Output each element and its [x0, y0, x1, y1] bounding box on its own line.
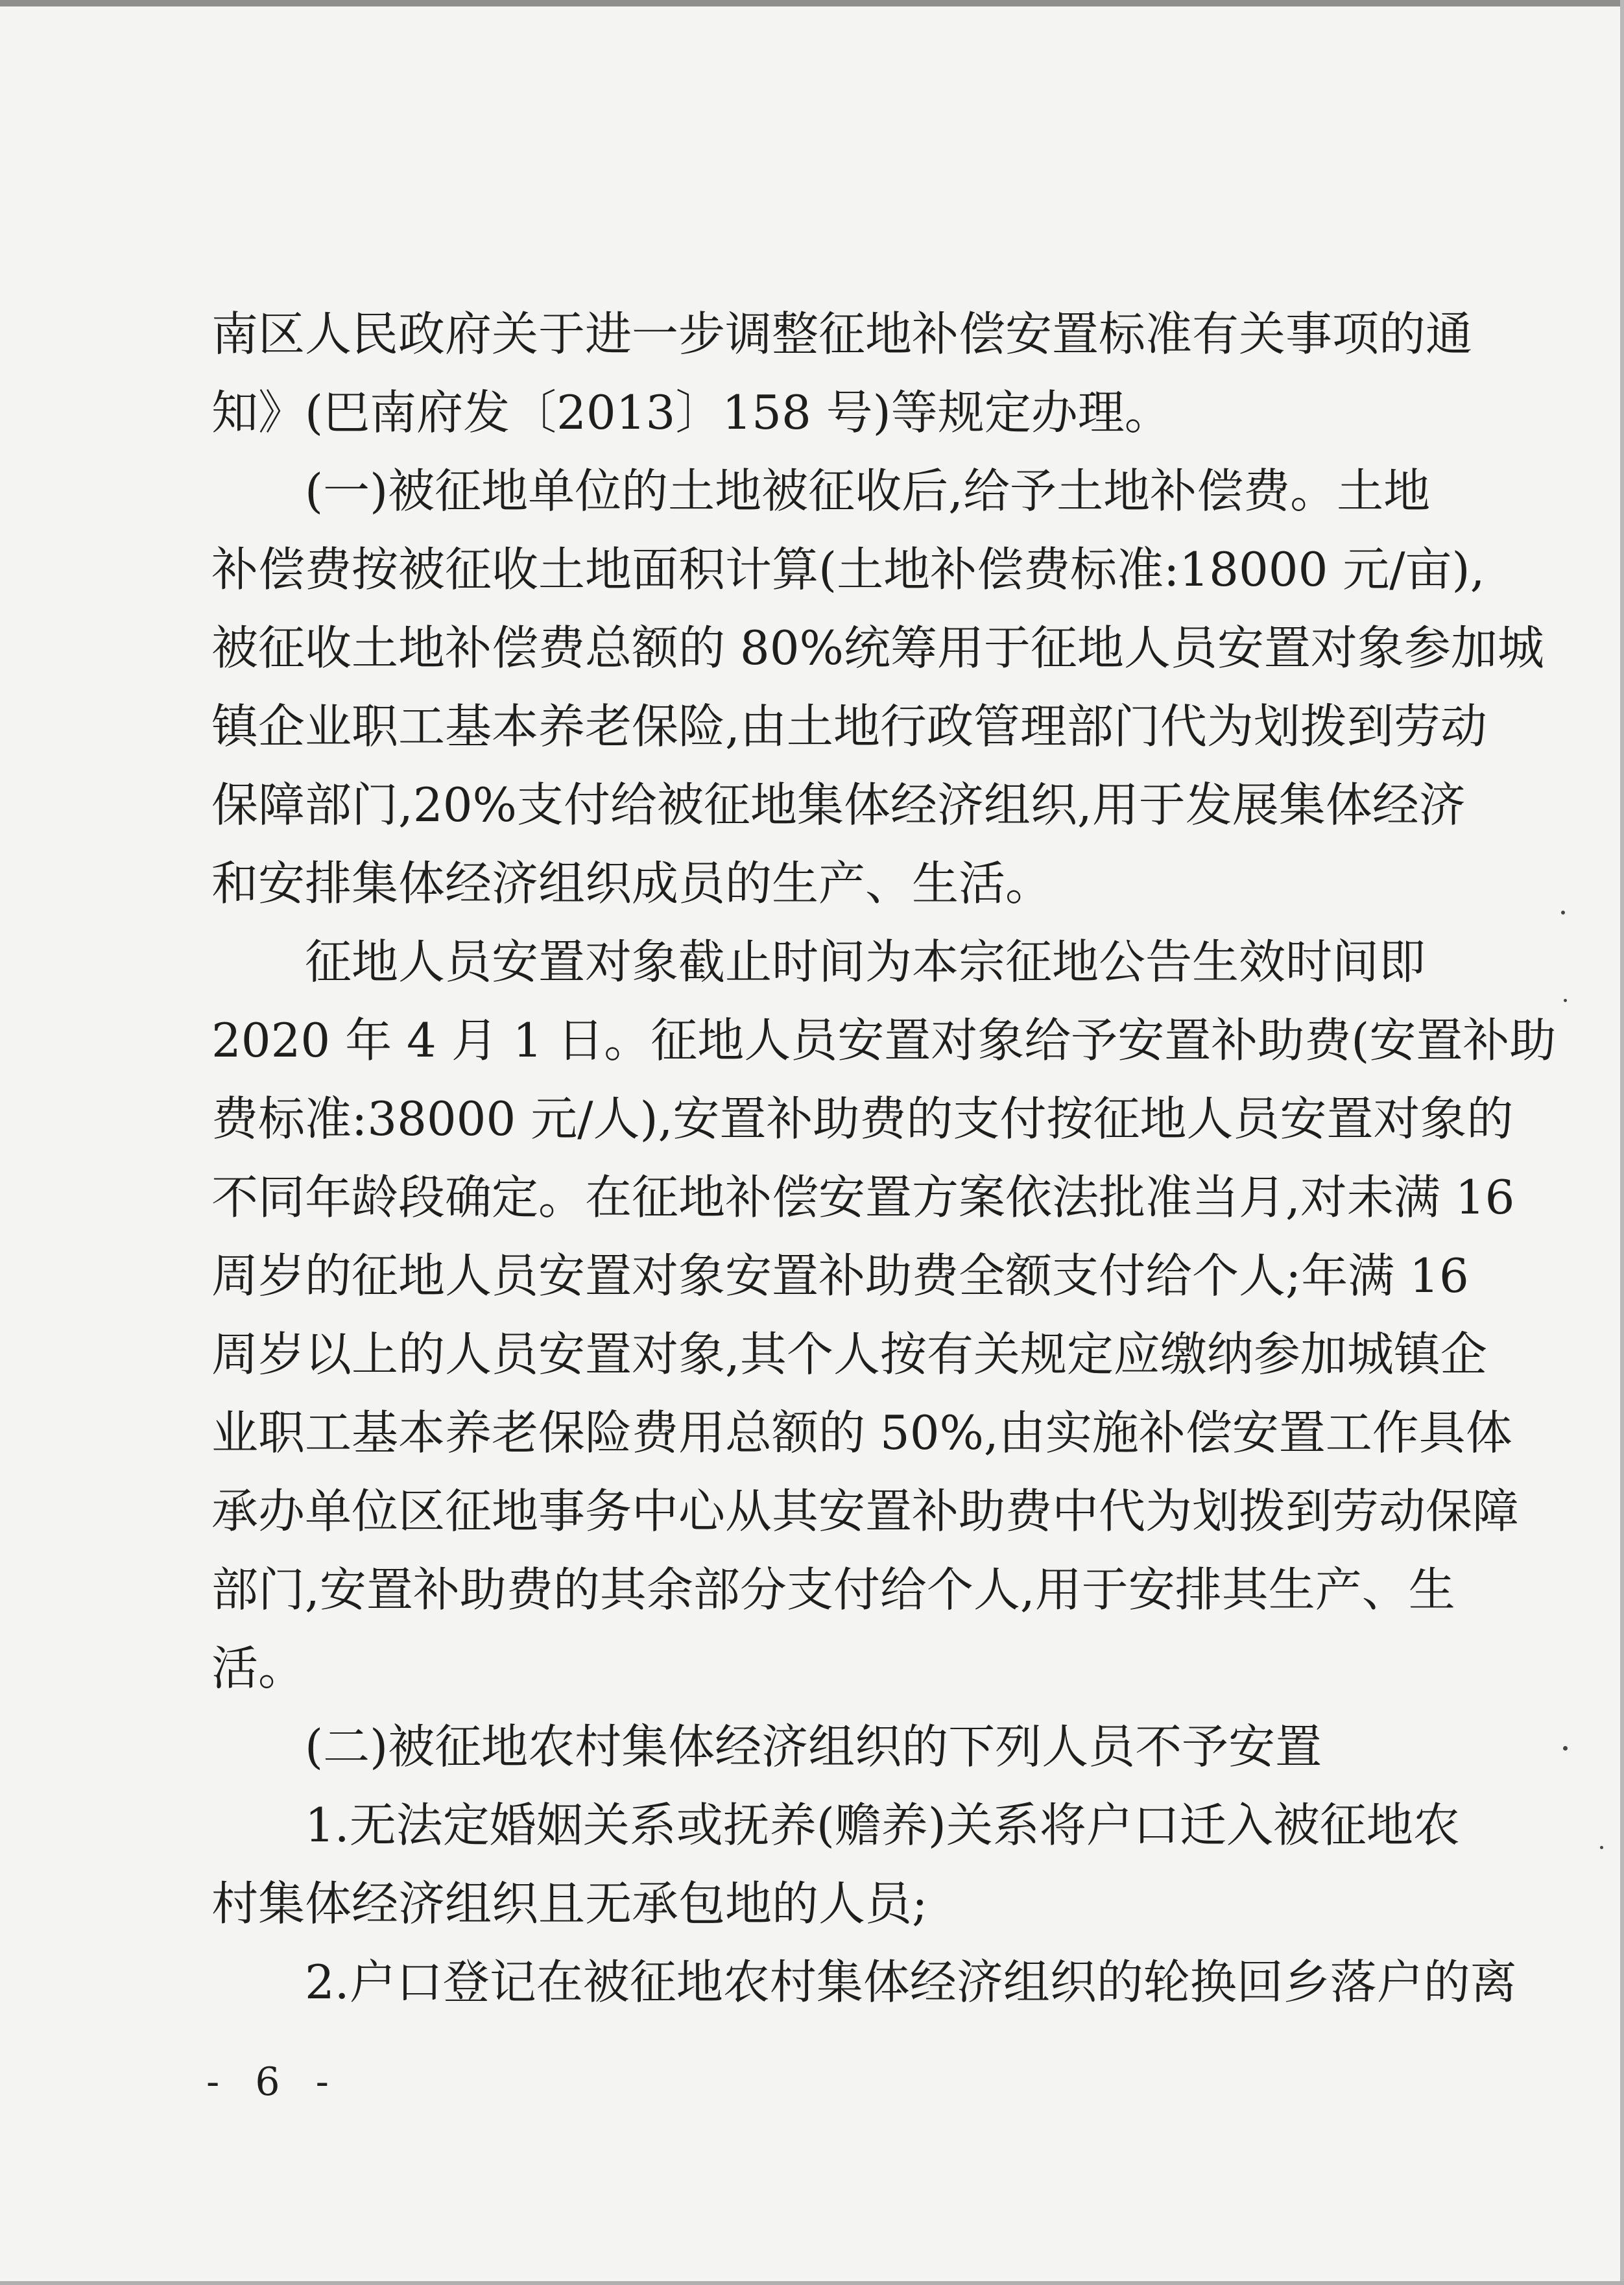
text-line: 活。: [211, 1641, 305, 1695]
list-item-line: 1.无法定婚姻关系或抚养(赡养)关系将户口迁入被征地农: [305, 1798, 1460, 1852]
text-line: 周岁以上的人员安置对象,其个人按有关规定应缴纳参加城镇企: [211, 1327, 1487, 1382]
text-line: 被征收土地补偿费总额的 80%统筹用于征地人员安置对象参加城: [211, 621, 1544, 675]
text-line: 部门,安置补助费的其余部分支付给个人,用于安排其生产、生: [211, 1562, 1455, 1617]
page-number: - 6 -: [206, 2059, 340, 2105]
scan-speck: [1561, 911, 1565, 915]
scan-border-top: [0, 0, 1624, 6]
text-line: 知》(巴南府发〔2013〕158 号)等规定办理。: [211, 385, 1171, 440]
scan-speck: [1600, 1846, 1603, 1849]
scan-border-bottom: [0, 2281, 1624, 2285]
text-line: 费标准:38000 元/人),安置补助费的支付按征地人员安置对象的: [211, 1092, 1514, 1146]
scan-speck: [1563, 1746, 1568, 1751]
text-line: 村集体经济组织且无承包地的人员;: [211, 1876, 928, 1931]
text-line: 南区人民政府关于进一步调整征地补偿安置标准有关事项的通: [211, 307, 1473, 361]
text-line: 补偿费按被征收土地面积计算(土地补偿费标准:18000 元/亩),: [211, 542, 1485, 597]
paragraph-heading-line: (一)被征地单位的土地被征收后,给予土地补偿费。土地: [305, 464, 1431, 518]
section-heading: (二)被征地农村集体经济组织的下列人员不予安置: [305, 1719, 1322, 1774]
list-item-line: 2.户口登记在被征地农村集体经济组织的轮换回乡落户的离: [305, 1955, 1517, 2009]
scan-border-right: [1620, 0, 1624, 2285]
text-line: 业职工基本养老保险费用总额的 50%,由实施补偿安置工作具体: [211, 1406, 1512, 1460]
text-line: 不同年龄段确定。在征地补偿安置方案依法批准当月,对未满 16: [211, 1170, 1515, 1225]
text-line: 承办单位区征地事务中心从其安置补助费中代为划拨到劳动保障: [211, 1484, 1520, 1538]
body-text: [211, 295, 1557, 2022]
text-line: 和安排集体经济组织成员的生产、生活。: [211, 856, 1053, 911]
text-line: 保障部门,20%支付给被征地集体经济组织,用于发展集体经济: [211, 778, 1466, 832]
text-line: 2020 年 4 月 1 日。征地人员安置对象给予安置补助费(安置补助: [211, 1013, 1557, 1068]
text-line: 征地人员安置对象截止时间为本宗征地公告生效时间即: [305, 935, 1426, 989]
text-line: 镇企业职工基本养老保险,由土地行政管理部门代为划拨到劳动: [211, 699, 1487, 754]
scan-speck: [1564, 999, 1567, 1002]
text-line: 周岁的征地人员安置对象安置补助费全额支付给个人;年满 16: [211, 1249, 1469, 1303]
